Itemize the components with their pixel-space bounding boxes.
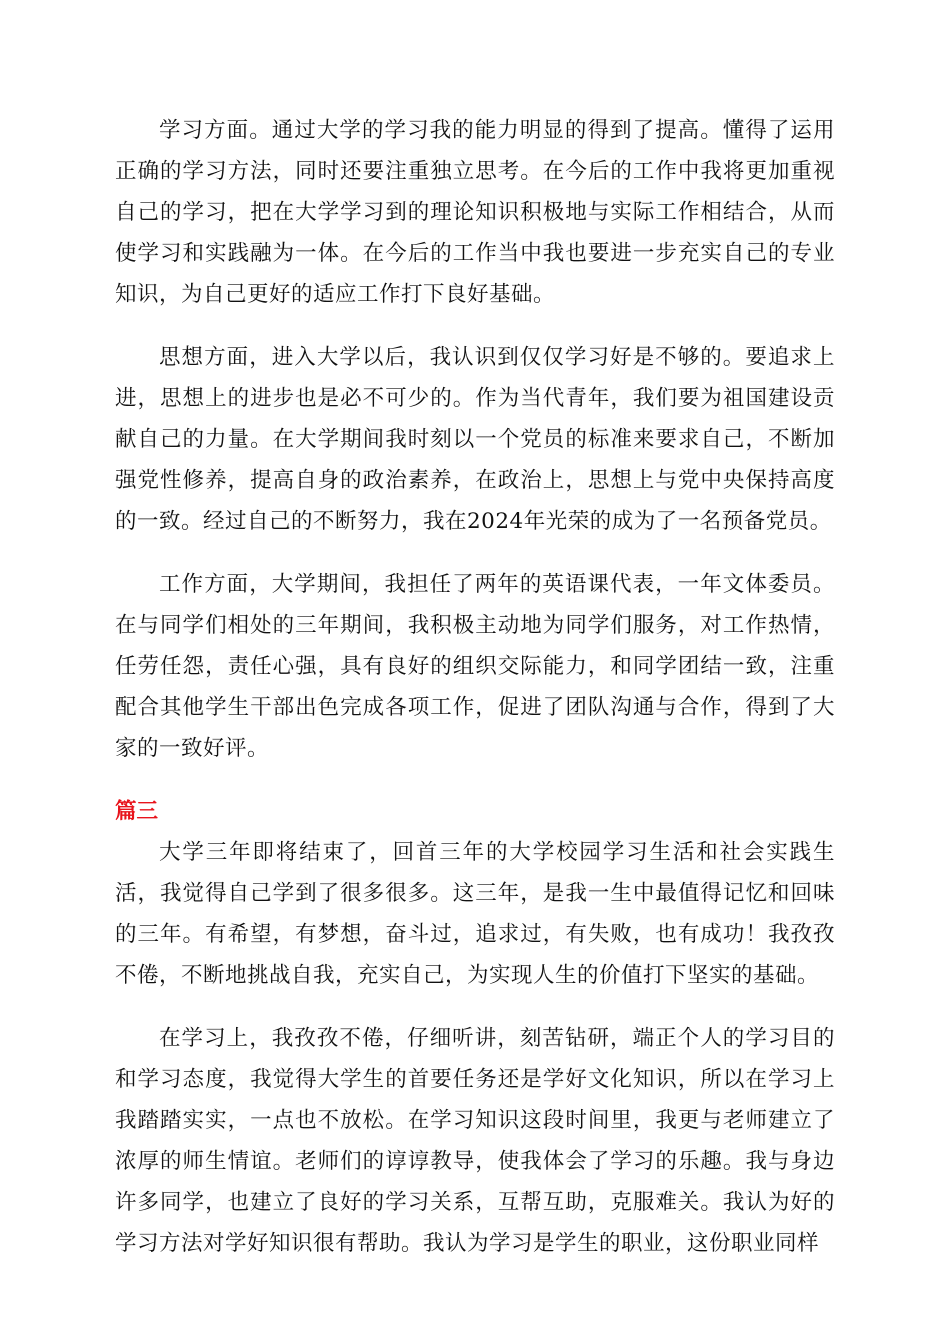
paragraph-study: 学习方面。通过大学的学习我的能力明显的得到了提高。懂得了运用正确的学习方法，同时还要注重独立思考。在今后的工作中我将更加重视自己的学习，把在大学学习到的理论知识积极地与实际工作相结合，从而使学习和实践融为一体。在今后的工作当中我也要进一步充实自己的专业知识，为自己更好的适应工作打下良好基础。: [115, 118, 835, 307]
section-heading: 篇三: [115, 799, 159, 824]
paragraph-learning: 在学习上，我孜孜不倦，仔细听讲，刻苦钻研，端正个人的学习目的和学习态度，我觉得大学生的首要任务还是学好文化知识，所以在学习上我踏踏实实，一点也不放松。在学习知识这段时间里，我更与老师建立了浓厚的师生情谊。老师们的谆谆教导，使我体会了学习的乐趣。我与身边许多同学，也建立了良好的学习关系，互帮互助，克服难关。我认为好的学习方法对学好知识很有帮助。我认为学习是学生的职业，这份职业同样: [115, 1026, 835, 1256]
paragraph-thought: 思想方面，进入大学以后，我认识到仅仅学习好是不够的。要追求上进，思想上的进步也是必不可少的。作为当代青年，我们要为祖国建设贡献自己的力量。在大学期间我时刻以一个党员的标准来要求自己，不断加强党性修养，提高自身的政治素养，在政治上，思想上与党中央保持高度的一致。经过自己的不断努力，我在2024年光荣的成为了一名预备党员。: [115, 345, 835, 534]
paragraph-intro: 大学三年即将结束了，回首三年的大学校园学习生活和社会实践生活，我觉得自己学到了很多很多。这三年，是我一生中最值得记忆和回味的三年。有希望，有梦想，奋斗过，追求过，有失败，也有成功！我孜孜不倦，不断地挑战自我，充实自己，为实现人生的价值打下坚实的基础。: [115, 840, 835, 988]
paragraph-work: 工作方面，大学期间，我担任了两年的英语课代表，一年文体委员。在与同学们相处的三年期间，我积极主动地为同学们服务，对工作热情，任劳任怨，责任心强，具有良好的组织交际能力，和同学团结一致，注重配合其他学生干部出色完成各项工作，促进了团队沟通与合作，得到了大家的一致好评。: [115, 572, 835, 761]
document-page: [115, 110, 835, 1286]
